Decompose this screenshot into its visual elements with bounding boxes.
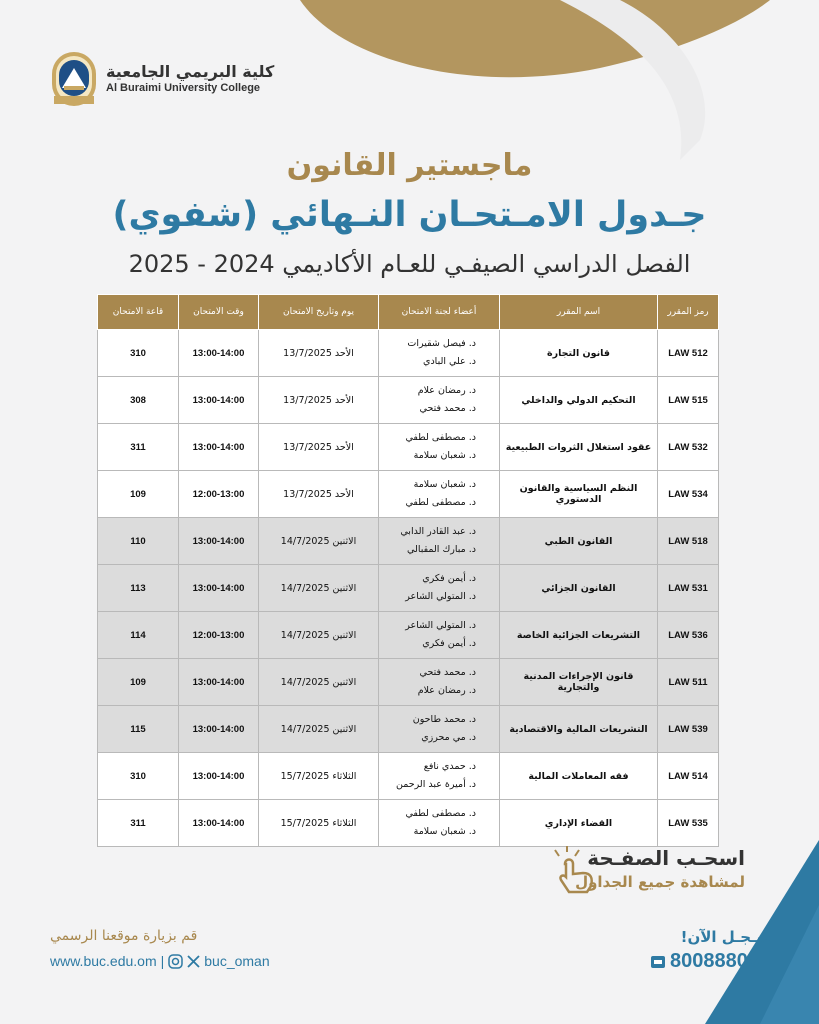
- exam-time: 13:00-14:00: [179, 377, 259, 424]
- committee-member: د. أيمن فكري: [422, 638, 476, 649]
- committee-members: [379, 424, 500, 471]
- course-name: عقود استغلال الثروات الطبيعية: [500, 424, 658, 471]
- committee-member: د. عبد القادر الدابي: [400, 526, 476, 537]
- exam-room: 113: [98, 565, 179, 612]
- exam-schedule-table: [97, 294, 719, 847]
- course-name: القانون الطبي: [500, 518, 658, 565]
- committee-member: د. رمضان علام: [417, 685, 476, 696]
- committee-members: [379, 330, 500, 377]
- committee-member: د. شعبان سلامة: [413, 450, 476, 461]
- exam-time: 12:00-13:00: [179, 612, 259, 659]
- visit-website-text: قم بزيارة موقعنا الرسمي: [50, 928, 198, 944]
- table-row: [98, 565, 719, 612]
- header-exam-time: وقت الامتحان: [179, 295, 259, 330]
- exam-time: 13:00-14:00: [179, 706, 259, 753]
- phone-contact[interactable]: [650, 950, 759, 973]
- committee-member: د. مصطفى لطفي: [405, 432, 476, 443]
- table-row: [98, 706, 719, 753]
- exam-date: الأحد 13/7/2025: [259, 424, 379, 471]
- course-name: النظم السياسية والقانون الدستوري: [500, 471, 658, 518]
- committee-member: د. مصطفى لطفي: [405, 808, 476, 819]
- committee-members: [379, 800, 500, 847]
- committee-member: د. أيمن فكري: [422, 573, 476, 584]
- table-row: [98, 330, 719, 377]
- committee-member: د. المتولي الشاعر: [405, 620, 476, 631]
- table-row: [98, 753, 719, 800]
- college-name-arabic: كلية البريمي الجامعية: [106, 62, 275, 82]
- exam-date: الاثنين 14/7/2025: [259, 659, 379, 706]
- course-name: قانون التجارة: [500, 330, 658, 377]
- header-course-code: رمز المقرر: [658, 295, 719, 330]
- course-code: LAW 532: [658, 424, 719, 471]
- committee-member: د. حمدي نافع: [423, 761, 476, 772]
- course-name: التشريعات الجزائية الخاصة: [500, 612, 658, 659]
- course-name: القانون الجزائي: [500, 565, 658, 612]
- exam-date: الثلاثاء 15/7/2025: [259, 800, 379, 847]
- exam-date: الأحد 13/7/2025: [259, 330, 379, 377]
- committee-members: [379, 612, 500, 659]
- exam-time: 13:00-14:00: [179, 518, 259, 565]
- exam-room: 110: [98, 518, 179, 565]
- committee-members: [379, 753, 500, 800]
- committee-member: د. شعبان سلامة: [413, 826, 476, 837]
- exam-time: 13:00-14:00: [179, 424, 259, 471]
- committee-members: [379, 471, 500, 518]
- exam-room: 109: [98, 471, 179, 518]
- exam-time: 13:00-14:00: [179, 565, 259, 612]
- table-row: [98, 518, 719, 565]
- committee-member: د. المتولي الشاعر: [405, 591, 476, 602]
- footer-links: [50, 953, 270, 969]
- header-exam-date: يوم وتاريخ الامتحان: [259, 295, 379, 330]
- header-exam-room: قاعة الامتحان: [98, 295, 179, 330]
- term-subtitle: الفصل الدراسي الصيفـي للعـام الأكاديمي 2024 - 2025: [128, 250, 691, 278]
- course-name: القضاء الإداري: [500, 800, 658, 847]
- table-row: [98, 800, 719, 847]
- exam-room: 109: [98, 659, 179, 706]
- course-code: LAW 535: [658, 800, 719, 847]
- committee-member: د. علي البادي: [423, 356, 476, 367]
- table-header-row: [98, 295, 719, 330]
- swipe-subtitle: لمشاهدة جميع الجداول: [575, 873, 745, 891]
- committee-member: د. شعبان سلامة: [413, 479, 476, 490]
- exam-time: 13:00-14:00: [179, 800, 259, 847]
- committee-member: د. مي محرزي: [421, 732, 476, 743]
- committee-member: د. مبارك المقبالي: [407, 544, 476, 555]
- website-link[interactable]: www.buc.edu.om: [50, 953, 157, 969]
- exam-room: 311: [98, 800, 179, 847]
- committee-member: د. أميرة عبد الرحمن: [395, 779, 476, 790]
- committee-member: د. محمد طاحون: [412, 714, 476, 725]
- committee-members: [379, 518, 500, 565]
- exam-time: 13:00-14:00: [179, 753, 259, 800]
- exam-date: الاثنين 14/7/2025: [259, 518, 379, 565]
- exam-date: الاثنين 14/7/2025: [259, 706, 379, 753]
- exam-date: الاثنين 14/7/2025: [259, 565, 379, 612]
- course-name: التحكيم الدولي والداخلي: [500, 377, 658, 424]
- college-emblem-icon: [50, 50, 98, 108]
- exam-room: 115: [98, 706, 179, 753]
- course-name: فقه المعاملات المالية: [500, 753, 658, 800]
- social-handle[interactable]: buc_oman: [204, 953, 270, 969]
- table-row: [98, 659, 719, 706]
- committee-member: د. رمضان علام: [417, 385, 476, 396]
- link-separator: |: [160, 953, 165, 969]
- committee-members: [379, 565, 500, 612]
- college-name-english: Al Buraimi University College: [106, 81, 261, 94]
- instagram-icon[interactable]: [168, 954, 183, 969]
- course-name: قانون الإجراءات المدنية والتجارية: [500, 659, 658, 706]
- table-row: [98, 377, 719, 424]
- exam-room: 311: [98, 424, 179, 471]
- exam-date: الاثنين 14/7/2025: [259, 612, 379, 659]
- course-name: التشريعات المالية والاقتصادية: [500, 706, 658, 753]
- course-code: LAW 511: [658, 659, 719, 706]
- phone-number[interactable]: 80088808: [670, 950, 759, 972]
- x-icon[interactable]: [187, 955, 200, 968]
- committee-member: د. محمد فتحي: [419, 667, 476, 678]
- header-course-name: اسم المقرر: [500, 295, 658, 330]
- committee-member: د. مصطفى لطفي: [405, 497, 476, 508]
- exam-room: 114: [98, 612, 179, 659]
- table-row: [98, 612, 719, 659]
- course-code: LAW 514: [658, 753, 719, 800]
- course-code: LAW 512: [658, 330, 719, 377]
- committee-members: [379, 706, 500, 753]
- course-code: LAW 518: [658, 518, 719, 565]
- table-row: [98, 471, 719, 518]
- committee-members: [379, 377, 500, 424]
- exam-date: الثلاثاء 15/7/2025: [259, 753, 379, 800]
- committee-member: د. محمد فتحي: [419, 403, 476, 414]
- course-code: LAW 539: [658, 706, 719, 753]
- exam-date: الأحد 13/7/2025: [259, 471, 379, 518]
- swipe-title: اسحـب الصفـحة: [587, 846, 745, 870]
- committee-member: د. فيصل شقيرات: [407, 338, 476, 349]
- college-logo: [50, 50, 274, 108]
- committee-members: [379, 659, 500, 706]
- exam-date: الأحد 13/7/2025: [259, 377, 379, 424]
- exam-room: 310: [98, 753, 179, 800]
- course-code: LAW 531: [658, 565, 719, 612]
- exam-room: 310: [98, 330, 179, 377]
- exam-room: 308: [98, 377, 179, 424]
- schedule-title: جـدول الامـتحـان النـهائي (شفوي): [112, 195, 707, 235]
- course-code: LAW 515: [658, 377, 719, 424]
- register-now-text: سـجـل الآن!: [680, 928, 771, 946]
- table-row: [98, 424, 719, 471]
- exam-time: 12:00-13:00: [179, 471, 259, 518]
- exam-time: 13:00-14:00: [179, 659, 259, 706]
- program-title: ماجستير القانون: [286, 148, 533, 183]
- free-call-icon: [650, 954, 666, 970]
- course-code: LAW 534: [658, 471, 719, 518]
- exam-time: 13:00-14:00: [179, 330, 259, 377]
- header-committee: أعضاء لجنة الامتحان: [379, 295, 500, 330]
- course-code: LAW 536: [658, 612, 719, 659]
